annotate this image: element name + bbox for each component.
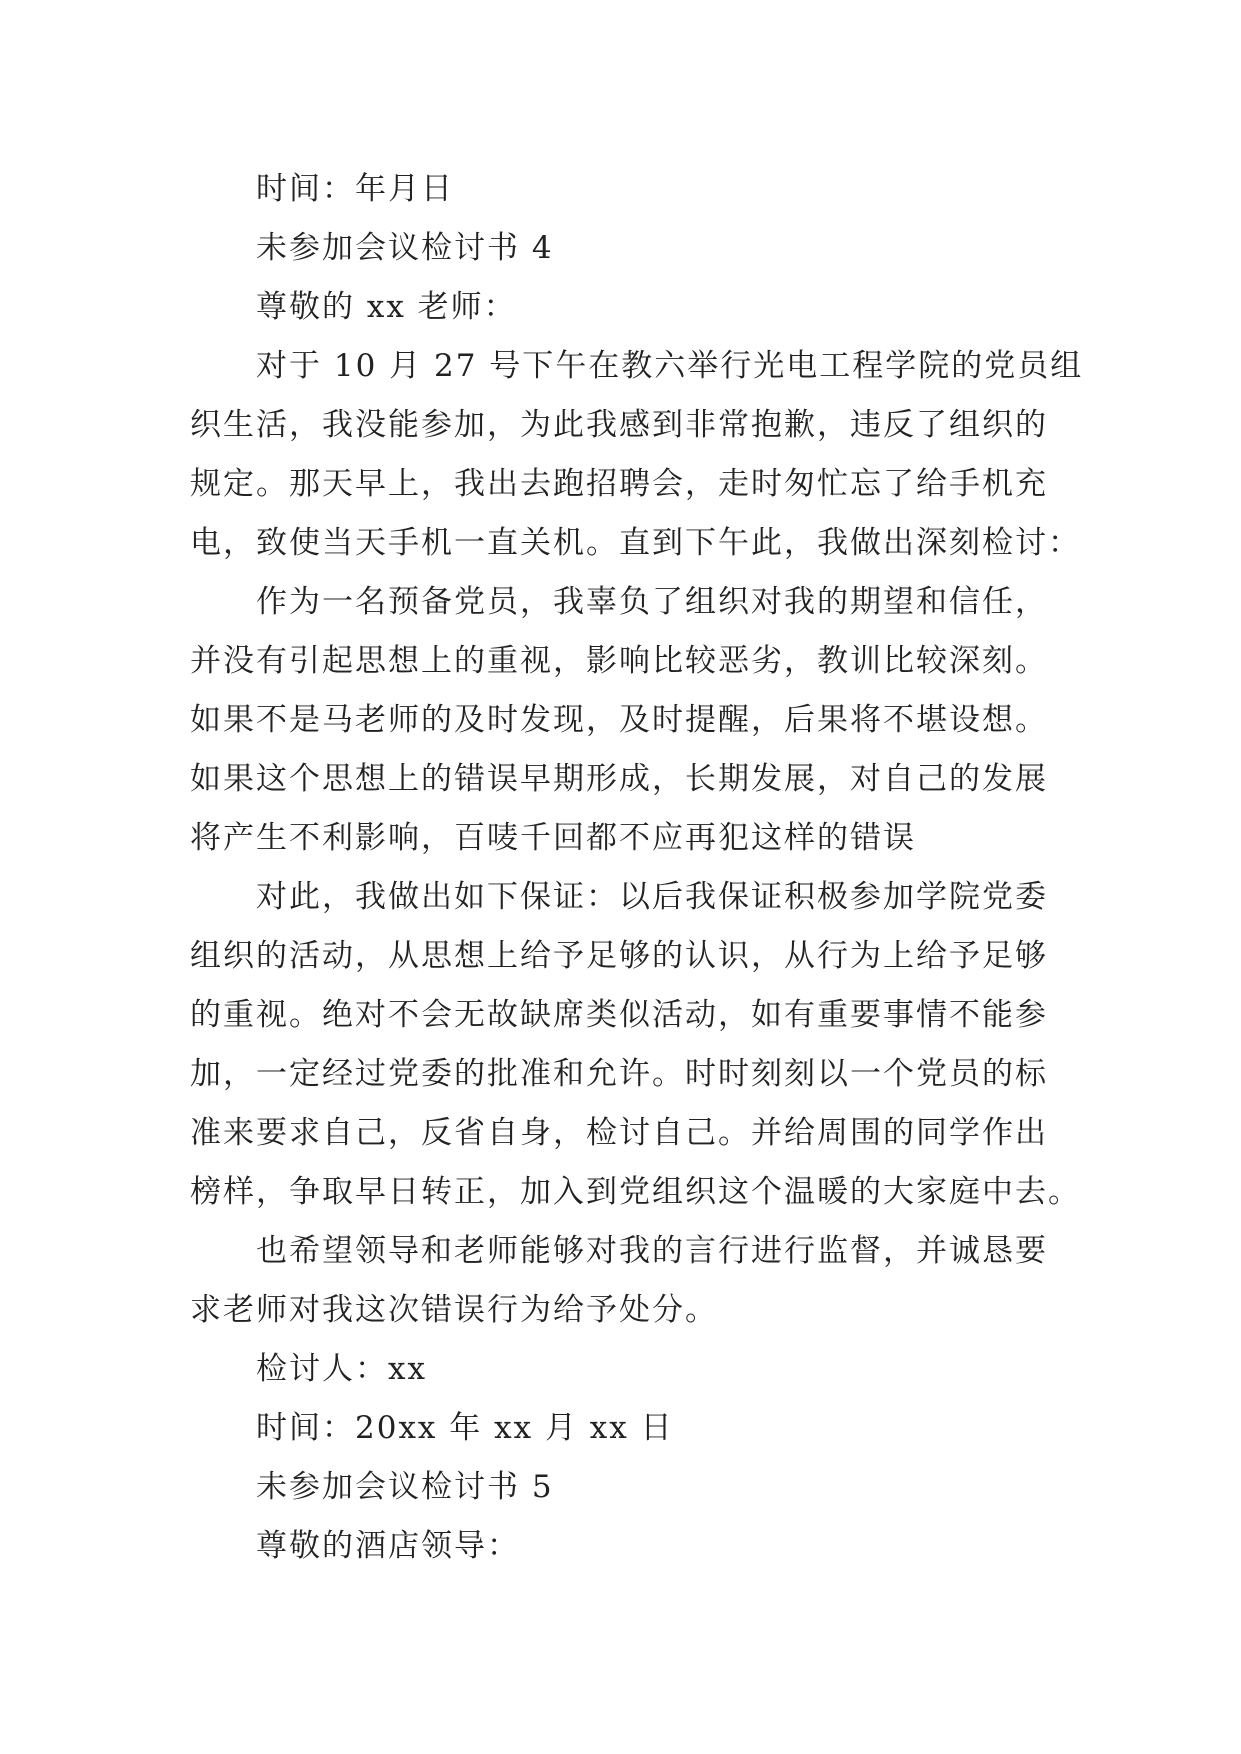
paragraph-line: 织生活，我没能参加，为此我感到非常抱歉，违反了组织的	[190, 407, 1048, 443]
paragraph-line: 对此，我做出如下保证：以后我保证积极参加学院党委	[256, 879, 1048, 915]
date-line: 时间：年月日	[256, 171, 454, 207]
paragraph-line: 规定。那天早上，我出去跑招聘会，走时匆忙忘了给手机充	[190, 466, 1048, 502]
signature-line: 检讨人：xx	[256, 1351, 427, 1387]
paragraph-line: 准来要求自己，反省自身，检讨自己。并给周围的同学作出	[190, 1115, 1048, 1151]
paragraph-line: 电，致使当天手机一直关机。直到下午此，我做出深刻检讨：	[190, 525, 1081, 561]
paragraph-line: 榜样，争取早日转正，加入到党组织这个温暖的大家庭中去。	[190, 1174, 1081, 1210]
document-body	[190, 160, 1084, 1576]
paragraph-line: 对于 10 月 27 号下午在教六举行光电工程学院的党员组	[256, 348, 1084, 384]
paragraph-line: 将产生不利影响，百唛千回都不应再犯这样的错误	[190, 820, 916, 856]
paragraph-line: 作为一名预备党员，我辜负了组织对我的期望和信任，	[256, 584, 1048, 620]
paragraph-line: 如果这个思想上的错误早期形成，长期发展，对自己的发展	[190, 761, 1048, 797]
paragraph-line: 如果不是马老师的及时发现，及时提醒，后果将不堪设想。	[190, 702, 1048, 738]
paragraph-line: 加，一定经过党委的批准和允许。时时刻刻以一个党员的标	[190, 1056, 1048, 1092]
paragraph-line: 组织的活动，从思想上给予足够的认识，从行为上给予足够	[190, 938, 1048, 974]
section-heading-5: 未参加会议检讨书 5	[256, 1469, 554, 1505]
section-heading-4: 未参加会议检讨书 4	[256, 230, 554, 266]
paragraph-line: 也希望领导和老师能够对我的言行进行监督，并诚恳要	[256, 1233, 1048, 1269]
paragraph-line: 求老师对我这次错误行为给予处分。	[190, 1292, 718, 1328]
paragraph-line: 并没有引起思想上的重视，影响比较恶劣，教训比较深刻。	[190, 643, 1048, 679]
date-line: 时间：20xx 年 xx 月 xx 日	[256, 1410, 674, 1446]
salutation-line: 尊敬的酒店领导：	[256, 1528, 520, 1564]
paragraph-line: 的重视。绝对不会无故缺席类似活动，如有重要事情不能参	[190, 997, 1048, 1033]
salutation-line: 尊敬的 xx 老师：	[256, 289, 517, 325]
